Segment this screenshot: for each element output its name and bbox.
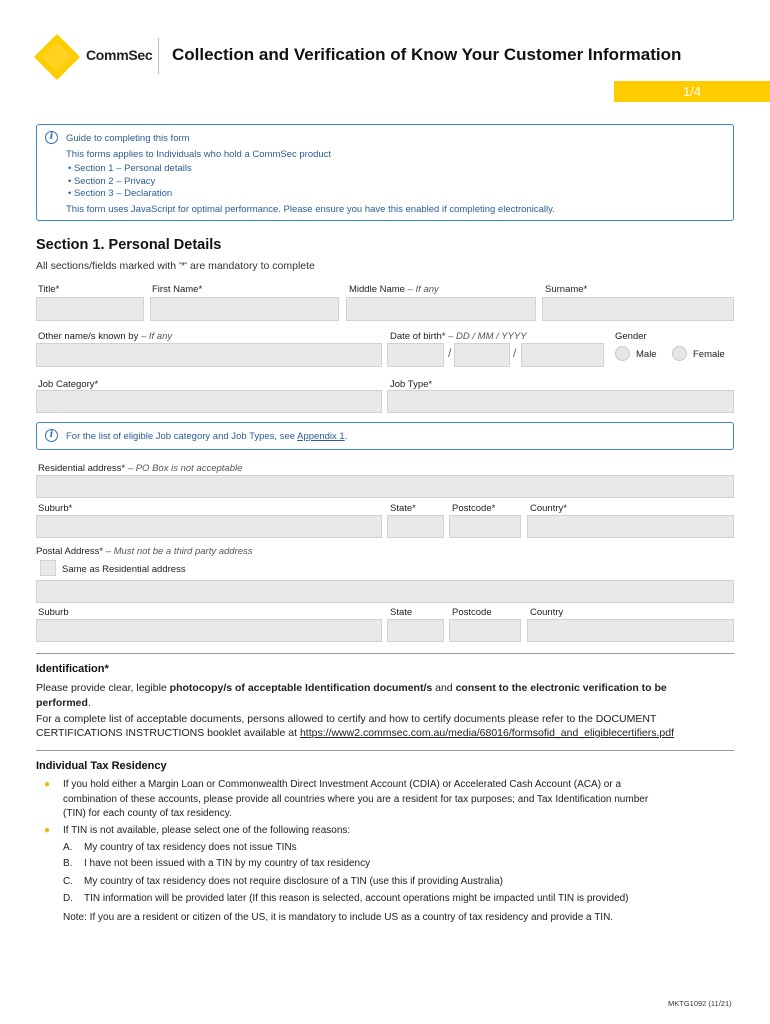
postal-postcode-field[interactable] — [449, 619, 521, 642]
divider — [36, 653, 734, 654]
reason-letter: D. — [63, 893, 73, 904]
surname-field[interactable] — [542, 297, 734, 321]
state-label: State* — [390, 503, 416, 514]
postal-country-label: Country — [530, 607, 564, 618]
reason-letter: B. — [63, 858, 73, 869]
identification-p1-end: performed. — [36, 697, 91, 709]
reason-text: My country of tax residency does not issue TINs — [84, 842, 297, 853]
residential-country-field[interactable] — [527, 515, 734, 538]
gender-male-radio[interactable] — [615, 346, 630, 361]
postal-state-label: State — [390, 607, 413, 618]
commsec-diamond-icon — [34, 34, 80, 80]
same-as-residential-checkbox[interactable] — [40, 560, 56, 576]
middle-name-label: Middle Name – If any — [349, 284, 439, 295]
identification-p2-line2: CERTIFICATIONS INSTRUCTIONS booklet available at https://www2.commsec.com.au/media/68016/formsofid_and_eligiblecertifiers.pdf — [36, 727, 675, 739]
residential-label: Residential address* – PO Box is not acceptable — [38, 463, 243, 474]
bullet-icon: ● — [44, 779, 51, 790]
guide-item: • Section 3 – Declaration — [68, 188, 173, 199]
postal-label: Postal Address* – Must not be a third party address — [36, 546, 253, 557]
dob-year-field[interactable] — [521, 343, 604, 367]
surname-label: Surname* — [545, 284, 588, 295]
section1-title: Section 1. Personal Details — [36, 237, 222, 253]
job-type-field[interactable] — [387, 390, 734, 413]
reason-text: I have not been issued with a TIN by my country of tax residency — [84, 858, 371, 869]
commsec-logo — [34, 34, 80, 80]
postal-postcode-label: Postcode — [452, 607, 492, 618]
guide-item: • Section 2 – Privacy — [68, 176, 156, 187]
job-type-label: Job Type* — [390, 379, 433, 390]
residential-state-field[interactable] — [387, 515, 444, 538]
residential-address-field[interactable] — [36, 475, 734, 498]
suburb-label: Suburb* — [38, 503, 73, 514]
guide-heading: Guide to completing this form — [66, 133, 190, 144]
dob-label: Date of birth* – DD / MM / YYYY — [390, 331, 527, 342]
postal-suburb-field[interactable] — [36, 619, 382, 642]
residential-postcode-field[interactable] — [449, 515, 521, 538]
job-category-field[interactable] — [36, 390, 382, 413]
guide-applies: This forms applies to Individuals who hold a CommSec product — [66, 149, 332, 160]
postcode-label: Postcode* — [452, 503, 496, 514]
reason-text: My country of tax residency does not require disclosure of a TIN (use this if providing Australia) — [84, 876, 503, 887]
guide-item: • Section 1 – Personal details — [68, 163, 192, 174]
gender-female-radio[interactable] — [672, 346, 687, 361]
header-divider — [158, 38, 159, 74]
other-names-label: Other name/s known by – If any — [38, 331, 173, 342]
gender-label: Gender — [615, 331, 647, 342]
first-name-field[interactable] — [150, 297, 339, 321]
tax-bullet1-line3: (TIN) for each county of tax residency. — [63, 808, 232, 819]
postal-country-field[interactable] — [527, 619, 734, 642]
identification-p1: Please provide clear, legible photocopy/s of acceptable Identification document/s and consent to the electronic verification to be — [36, 682, 667, 694]
title-field[interactable] — [36, 297, 144, 321]
us-note: Note: If you are a resident or citizen of the US, it is mandatory to include US as a country of tax residency and provide a TIN. — [63, 912, 614, 923]
gender-female-label: Female — [693, 349, 725, 360]
tax-bullet1: If you hold either a Margin Loan or Commonwealth Direct Investment Account (CDIA) or Accelerated Cash Account (ACA) or a — [63, 779, 622, 790]
dob-separator: / — [448, 346, 452, 360]
identification-p2: For a complete list of acceptable documents, persons allowed to certify and how to certify documents please refer to the DOCUMENT — [36, 713, 657, 725]
tax-bullet1-line2: combination of these accounts, please provide all countries where you are a resident for tax purposes; and Tax Identification number — [63, 794, 649, 805]
brand-name: CommSec — [86, 47, 153, 63]
title-label: Title* — [38, 284, 60, 295]
job-category-label: Job Category* — [38, 379, 99, 390]
reason-text: TIN information will be provided later (If this reason is selected, account operations might be impacted until TIN is provided) — [84, 893, 629, 904]
dob-day-field[interactable] — [387, 343, 444, 367]
page-indicator-bar — [614, 81, 770, 102]
middle-name-field[interactable] — [346, 297, 536, 321]
appendix-link[interactable]: Appendix 1 — [297, 431, 345, 442]
reason-letter: A. — [63, 842, 73, 853]
page-title: Collection and Verification of Know Your Customer Information — [172, 45, 682, 64]
divider — [36, 750, 734, 751]
reason-letter: C. — [63, 876, 73, 887]
same-as-residential-label: Same as Residential address — [62, 564, 186, 575]
certifiers-link[interactable]: https://www2.commsec.com.au/media/68016/formsofid_and_eligiblecertifiers.pdf — [299, 727, 675, 739]
first-name-label: First Name* — [152, 284, 203, 295]
form-code: MKTG1092 (11/21) — [668, 999, 732, 1008]
country-label: Country* — [530, 503, 567, 514]
postal-address-field[interactable] — [36, 580, 734, 603]
other-names-field[interactable] — [36, 343, 382, 367]
bullet-icon: ● — [44, 825, 51, 836]
info-icon: i — [45, 131, 58, 144]
dob-separator: / — [513, 346, 517, 360]
gender-male-label: Male — [636, 349, 657, 360]
postal-suburb-label: Suburb — [38, 607, 69, 618]
postal-state-field[interactable] — [387, 619, 444, 642]
guide-js-note: This form uses JavaScript for optimal performance. Please ensure you have this enabled if completing electronically. — [66, 204, 555, 215]
tax-heading: Individual Tax Residency — [36, 760, 167, 772]
mandatory-note: All sections/fields marked with '*' are mandatory to complete — [36, 260, 315, 272]
info-icon: i — [45, 429, 58, 442]
tax-bullet2: If TIN is not available, please select one of the following reasons: — [63, 825, 351, 836]
page-indicator: 1/4 — [682, 84, 702, 99]
dob-month-field[interactable] — [454, 343, 510, 367]
job-info-text: For the list of eligible Job category and Job Types, see Appendix 1. — [66, 431, 348, 442]
residential-suburb-field[interactable] — [36, 515, 382, 538]
identification-heading: Identification* — [36, 663, 109, 675]
